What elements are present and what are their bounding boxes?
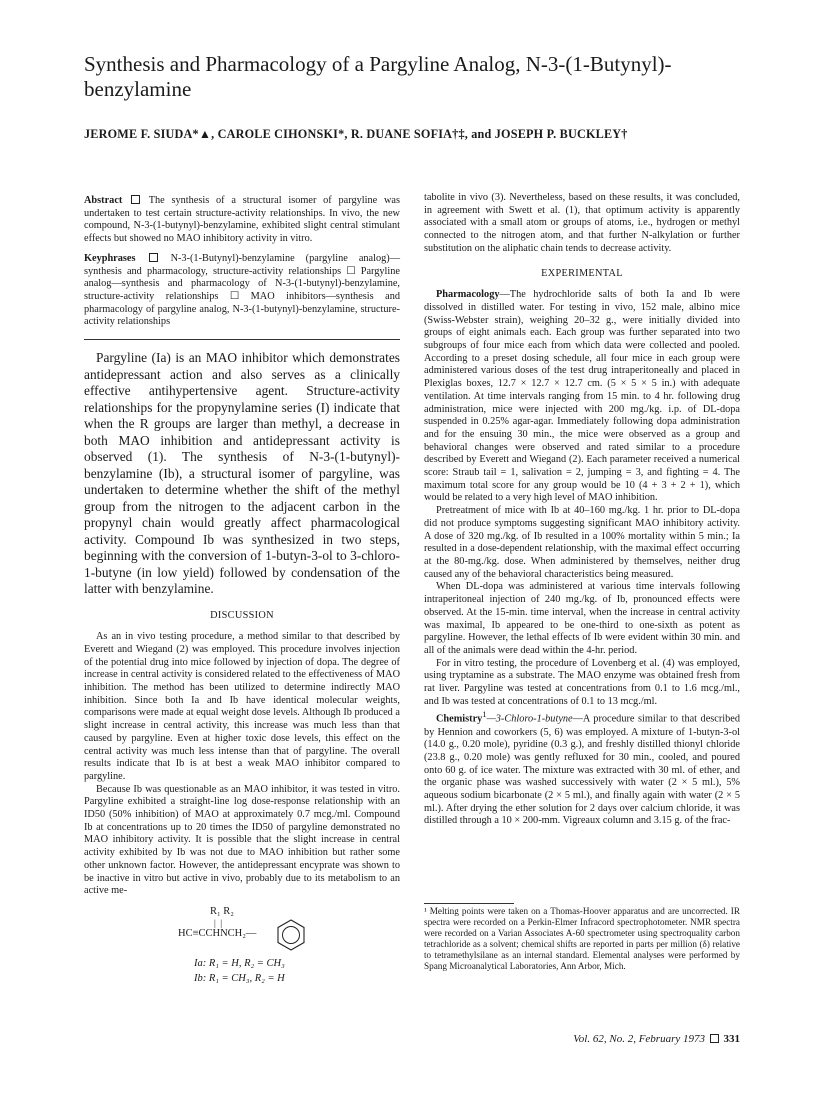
author-line: JEROME F. SIUDA*▲, CAROLE CIHONSKI*, R. DUANE SOFIA†‡, and JOSEPH P. BUCKLEY† [84,127,628,141]
benzene-ring-icon [274,918,308,952]
discussion-heading: DISCUSSION [210,609,274,621]
chemistry-paragraph [424,708,740,828]
abstract-text: The synthesis of a structural isomer of pargyline was undertaken to test certain structure-activity relationships. In vivo, the new compound, N-3-(1-butynyl)-benzylamine, exhibited slight central stimulant effects but showed no MAO inhibitory activity in vitro. [84,195,400,245]
chemistry-label: Chemistry [436,713,483,725]
chemistry-subheading: —3-Chloro-1-butyne [486,713,573,725]
keyphrases-label: Keyphrases [84,252,136,264]
article-title: Synthesis and Pharmacology of a Pargyline Analog, N-3-(1-Butynyl)-benzylamine [84,52,672,101]
structure-bond-marks: | | [214,918,223,928]
chemistry-text: —A procedure similar to that described by Hennion and coworkers (5, 6) was employed. A mixture of 1-butyn-3-ol (14.0 g., 0.20 mole), pyridine (0.3 g.), and freshly distilled thionyl chloride (23.8 g., 0.20 mole) was gently refluxed for 30 min., cooled, and poured onto 60 g. of ice water. The mixture was extracted with 30 ml. of ether, and the organic phase was washed successively with water (2 × 5 ml.), 5% aqueous sodium bicarbonate (2 × 5 ml.), and finally again with water (2 × 5 ml.). After drying the ether solution for 2 days over calcium chloride, it was distilled through a 10 × 200-mm. Vigreaux column and 3.15 g. of the frac- [424,713,740,827]
square-bullet-icon [710,1034,719,1043]
abstract-label: Abstract [84,195,123,206]
experimental-heading: EXPERIMENTAL [541,267,623,279]
pharmacology-paragraph: When DL-dopa was administered at various time intervals following intraperitoneal injection of 240 mg./kg. of Ib, pronounced effects were observed. At the 15-min. time interval, when the increase in central activity was maximal, Ib appeared to be one-third to one-sixth as potent as pargyline. However, the lethal effects of Ib were evident within 30 min. and all of the animals were dead within the 4-hr. period. [424,581,740,656]
pharmacology-paragraph: For in vitro testing, the procedure of Lovenberg et al. (4) was employed, using tryptamine as a substrate. The MAO enzyme was obtained fresh from rat liver. Pargyline was tested at concentrations from 0.1 to 1.6 mcg./ml., and Ib was tested at concentrations of 0.1 to 13 mcg./ml. [424,657,740,707]
footnote: ¹ Melting points were taken on a Thomas-Hoover apparatus and are uncorrected. IR spectra were recorded on a Perkin-Elmer Infracord spectrophotometer. NMR spectra were recorded on a Varian Associates A-60 spectrometer using spectroquality carbon tetrachloride as a solvent; chemical shifts are reported in parts per million (δ) relative to tetramethylsilane as an internal standard. Elemental analyses were performed by Spang Microanalytical Laboratories, Ann Arbor, Mich. [424,906,740,971]
structure-r-labels: R₁ R₂ [210,906,234,917]
pharmacology-paragraph [424,289,740,505]
page-number: 331 [723,1033,740,1045]
square-bullet-icon [149,253,158,262]
introduction-paragraph: Pargyline (Ia) is an MAO inhibitor which demonstrates antidepressant action and also serves as a clinically effective antihypertensive agent. Structure-activity relationships for the propynylamine series (I) indicate that when the R groups are larger than methyl, a decrease in both MAO inhibition and antidepressant activity is observed (1). The synthesis of N-3-(1-butynyl)-benzylamine (Ib), a structural isomer of pargyline, was undertaken to determine whether the shift of the methyl group from the nitrogen to the adjacent carbon in the propynyl chain would greatly affect pharmacological activity. Compound Ib was synthesized in two steps, beginning with the conversion of 1-butyn-3-ol to 3-chloro-1-butyne (in low yield) followed by condensation of the latter with benzylamine. [84,350,400,597]
right-column [424,192,740,828]
discussion-paragraph: As an in vivo testing procedure, a method similar to that described by Everett and Wiegand (2) was employed. This procedure involves injection of the potential drug into mice followed by injection of dopa. The degree of increase in central activity is considered related to the effectiveness of MAO inhibition. The method has been utilized to determine indirectly MAO inhibition. Since both Ia and Ib have identical molecular weights, comparisons were made at equal weight dose levels. Although Ib produced a slight increase in central activity, this increase was much less than that caused by pargyline. Even at higher toxic dose levels, this effect on the central activity was much less intense than that of pargyline. The overall results indicate that Ib is at best a weak MAO inhibitor compared to pargyline. [84,631,400,782]
abstract-divider [84,339,400,340]
footnote-rule [424,903,514,904]
footnote-marker: 1 [482,709,487,720]
pharmacology-paragraph: Pretreatment of mice with Ib at 40–160 mg./kg. 1 hr. prior to DL-dopa did not produce symptoms suggesting significant MAO inhibitory activity. A dose of 320 mg./kg. of Ib resulted in a 100% mortality within 5 min.; Ia resulted in a dose-dependent relationship, with the maximal effect occurring at the 80-mg./kg. dose. When administered by themselves, neither drug caused any of the behavioral characteristics being measured. [424,505,740,580]
discussion-paragraph: Because Ib was questionable as an MAO inhibitor, it was tested in vitro. Pargyline exhibited a straight-line log dose-response relationship with an ID50 (50% inhibition) of MAO at approximately 0.7 mcg./ml. Compound Ib at concentrations up to 20 times the ID50 of pargyline demonstrated no MAO inhibitory activity. It is possible that the slight increase in central activity exhibited by Ib was not due to MAO inhibition but rather some other unknown factor. However, the antidepressant encyprate was shown to be inactive in vitro but active in vivo, probably due to its metabolism to an active me- [84,783,400,897]
pharmacology-text: —The hydrochloride salts of both Ia and Ib were dissolved in distilled water. For testing in vivo, 152 male, albino mice (Swiss-Webster strain), weighing 20–32 g., were initially divided into groups of eight animals each. Each group was further separated into two subgroups of four mice each from which data were collected and pooled. According to a preset dosing schedule, all four mice in each group were administered various doses of the test drug intraperitoneally and placed in Plexiglas boxes, 12.7 × 12.7 × 12.7 cm. (5 × 5 × 5 in.) with adequate ventilation. At time intervals ranging from 15 min. to 4 hr. following drug administration, mice were injected with 200 mg./kg. i.p. of DL-dopa suspended in 0.25% agar-agar. Immediately following dopa administration and for the ensuing 30 min., the mice were observed as a group and behavioral changes were observed and rated similar to a procedure described by Everett and Wiegand (2). Each parameter received a numerical score: Straub tail = 1, salivation = 2, jumping = 3, and fighting = 4. The maximum total score for any group would be 10 (4 + 3 + 2 + 1), which would be related to a very high level of MAO inhibition. [424,289,740,504]
structure-chain: HC≡CCHNCH₂— [178,928,257,939]
pharmacology-label: Pharmacology [436,289,500,301]
page-footer [560,1033,740,1045]
square-bullet-icon [131,195,140,204]
discussion-continued: tabolite in vivo (3). Nevertheless, based on these results, it was concluded, in agreement with Swett et al. (1), that optimum activity is apparently associated with a small atom or groups of atoms, i.e., hydrogen or methyl connected to the nitrogen atom, and that further N-alkylation or further substitution on the aliphatic chain tends to decrease activity. [424,192,740,254]
journal-reference: Vol. 62, No. 2, February 1973 [573,1033,705,1045]
abstract [84,195,400,246]
keyphrases [84,253,400,329]
structure-ia: Ia: R₁ = H, R₂ = CH₃ [194,958,285,969]
structure-ib: Ib: R₁ = CH₃, R₂ = H [194,973,285,984]
keyphrases-text: N-3-(1-Butynyl)-benzylamine (pargyline analog)—synthesis and pharmacology, structure-activity relationships ☐ Pargyline analog—synthesis and pharmacology of N-3-(1-butynyl)-benzylamine, structure-activity relationships ☐ MAO inhibitors—synthesis and pharmacology of pargyline analog, N-3-(1-butynyl)-benzylamine, structure-activity relationships [84,252,401,328]
left-column [84,195,400,898]
chemical-structure [178,906,378,986]
